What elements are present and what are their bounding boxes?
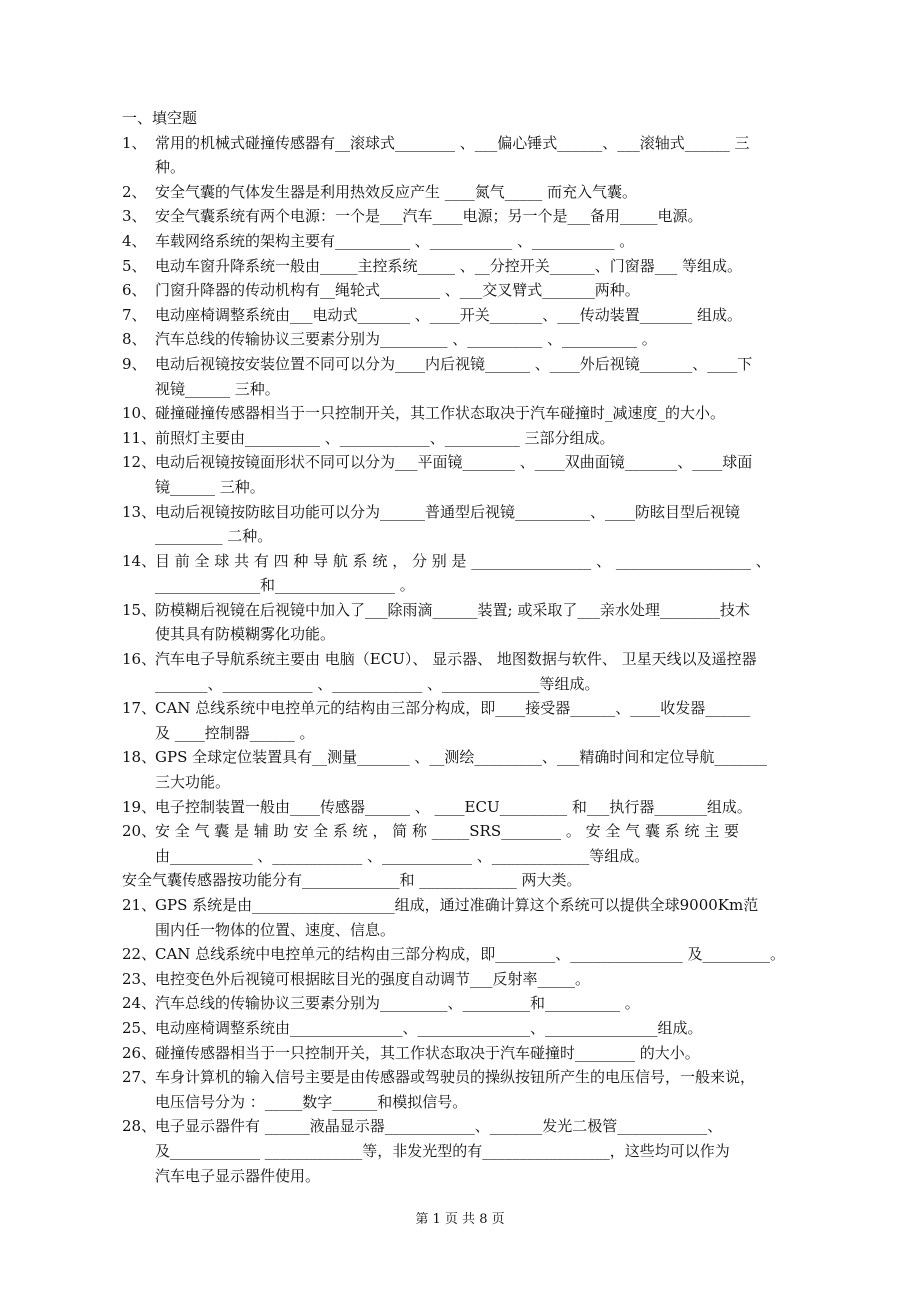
question-line: 电动座椅调整系统由___电动式_______ 、____开关_______、___传动装置_______ 组成。 — [155, 305, 743, 324]
question-line: _________ 二种。 — [155, 527, 273, 546]
question-number: 3、 — [122, 207, 147, 226]
question-line: 电动后视镜按防眩目功能可以分为______普通型后视镜__________、____防眩目型后视镜 — [155, 502, 741, 521]
question-item — [122, 1114, 812, 1188]
question-line: 镜______ 三种。 — [155, 477, 265, 496]
question-line: 电动后视镜按镜面形状不同可以分为___平面镜_______ 、____双曲面镜_______、____球面 — [155, 453, 753, 472]
question-item — [122, 500, 812, 549]
question-text — [155, 598, 812, 647]
question-number: 12、 — [122, 453, 157, 472]
question-item — [122, 696, 812, 745]
question-item — [122, 745, 812, 794]
question-line: 车载网络系统的架构主要有__________ 、___________ 、___________ 。 — [155, 231, 635, 250]
question-line: 电动车窗升降系统一般由_____主控系统_____ 、__分控开关______、门窗器___ 等组成。 — [155, 256, 743, 275]
question-line: GPS 系统是由___________________组成，通过准确计算这个系统可以提供全球9000Km范 — [155, 896, 759, 914]
question-line: 使其具有防模糊雾化功能。 — [155, 625, 336, 644]
question-text — [155, 1041, 812, 1066]
standalone-question: 安全气囊传感器按功能分有_____________和 _____________ 两大类。 — [122, 871, 582, 890]
question-line: 汽车总线的传输协议三要素分别为_________ 、__________ 、__________ 。 — [155, 330, 657, 349]
question-item — [122, 991, 812, 1016]
question-number: 2、 — [122, 182, 147, 201]
question-number: 8、 — [122, 330, 147, 349]
question-line: 目 前 全 球 共 有 四 种 导 航 系 统 ， 分 别 是 ________________ 、 __________________ 、 — [155, 551, 771, 570]
question-line: CAN 总线系统中电控单元的结构由三部分构成，即________、_______________ 及_________。 — [155, 945, 785, 964]
question-line: 电压信号分为 ：_____数字______和模拟信号。 — [155, 1092, 468, 1111]
question-text — [155, 401, 812, 426]
question-number: 23、 — [122, 969, 157, 988]
question-text — [155, 647, 812, 696]
question-number: 15、 — [122, 600, 157, 619]
question-number: 25、 — [122, 1018, 157, 1037]
question-list — [122, 131, 812, 869]
question-line: _______、____________ 、____________ 、_____________等组成。 — [155, 674, 600, 693]
question-text — [155, 991, 812, 1016]
question-number: 20、 — [122, 822, 157, 841]
question-number: 9、 — [122, 354, 147, 373]
question-number: 28、 — [122, 1117, 157, 1136]
question-item — [122, 893, 812, 942]
question-list-continued — [122, 893, 812, 1188]
question-item — [122, 401, 812, 426]
question-item — [122, 327, 812, 352]
question-item — [122, 278, 812, 303]
question-item — [122, 1041, 812, 1066]
question-number: 6、 — [122, 281, 147, 300]
question-line: 前照灯主要由__________ 、____________、__________ 三部分组成。 — [155, 428, 615, 447]
question-text — [155, 1065, 812, 1114]
question-text — [155, 254, 812, 279]
question-line: 视镜______ 三种。 — [155, 379, 280, 398]
question-line: 安全气囊的气体发生器是利用热效反应产生 ____氮气_____ 而充入气囊。 — [155, 182, 638, 201]
question-line: 电动座椅调整系统由_______________、_______________、_______________组成。 — [155, 1018, 703, 1037]
question-number: 4、 — [122, 231, 147, 250]
question-line: CAN 总线系统中电控单元的结构由三部分构成，即____接受器______、____收发器______ — [155, 699, 751, 718]
question-number: 11、 — [122, 428, 157, 447]
question-text — [155, 549, 812, 598]
question-text — [155, 352, 812, 401]
question-text — [155, 426, 812, 451]
question-text — [155, 450, 812, 499]
question-text — [155, 696, 812, 745]
question-number: 22、 — [122, 945, 157, 964]
question-line: ______________和________________ 。 — [155, 576, 415, 595]
question-line: GPS 全球定位装置具有__测量_______ 、__测绘_________、___精确时间和定位导航_______ — [155, 748, 767, 767]
question-text — [155, 180, 812, 205]
question-line: 防模糊后视镜在后视镜中加入了___除雨滴______装置; 或采取了___亲水处理________技术 — [155, 600, 750, 619]
question-text — [155, 204, 812, 229]
question-item — [122, 598, 812, 647]
question-line: 电子控制装置一般由____传感器______ 、 ____ECU_________ 和___执行器_______组成。 — [155, 797, 752, 816]
question-item — [122, 450, 812, 499]
question-line: 电子显示器件有 ______液晶显示器____________、_______发光二极管____________、 — [155, 1117, 723, 1136]
question-text — [155, 500, 812, 549]
question-number: 7、 — [122, 305, 147, 324]
question-line: 安 全 气 囊 是 辅 助 安 全 系 统 ， 简 称 _____SRS________ 。 安 全 气 囊 系 统 主 要 — [155, 822, 740, 841]
question-number: 19、 — [122, 797, 157, 816]
question-text — [155, 229, 812, 254]
question-line: 及 ____控制器______ 。 — [155, 723, 315, 742]
question-item — [122, 549, 812, 598]
question-text — [155, 893, 812, 942]
question-number: 13、 — [122, 502, 157, 521]
question-text — [155, 303, 812, 328]
question-text — [155, 278, 812, 303]
question-line: 围内任一物体的位置、速度、信息。 — [155, 920, 396, 939]
question-number: 5、 — [122, 256, 147, 275]
question-text — [155, 967, 812, 992]
question-number: 27、 — [122, 1068, 157, 1087]
question-line: 碰撞碰撞传感器相当于一只控制开关，其工作状态取决于汽车碰撞时_减速度_的大小。 — [155, 404, 726, 423]
question-number: 1、 — [122, 133, 147, 152]
question-text — [155, 131, 812, 180]
question-line: 汽车总线的传输协议三要素分别为_________、_________和__________ 。 — [155, 994, 640, 1013]
question-item — [122, 352, 812, 401]
question-number: 18、 — [122, 748, 157, 767]
question-item — [122, 131, 812, 180]
question-number: 14、 — [122, 551, 157, 570]
question-text — [155, 1016, 812, 1041]
question-item — [122, 426, 812, 451]
question-text — [155, 327, 812, 352]
question-item — [122, 254, 812, 279]
question-line: 汽车电子显示器件使用。 — [155, 1166, 321, 1185]
question-number: 21、 — [122, 896, 157, 914]
question-line: 由___________ 、____________ 、____________ 、_____________等组成。 — [155, 846, 650, 865]
question-line: 电控变色外后视镜可根据眩目光的强度自动调节___反射率_____。 — [155, 969, 591, 988]
question-text — [155, 942, 812, 967]
question-line: 汽车电子导航系统主要由 电脑（ECU）、 显示器、 地图数据与软件、 卫星天线以及遥控器 — [155, 650, 757, 669]
question-number: 10、 — [122, 404, 157, 423]
question-text — [155, 819, 812, 868]
question-item — [122, 942, 812, 967]
question-line: 三大功能。 — [155, 773, 231, 792]
question-item — [122, 967, 812, 992]
question-item — [122, 795, 812, 820]
question-line: 门窗升降器的传动机构有__绳轮式________ 、___交叉臂式_______两种。 — [155, 281, 640, 300]
question-line: 安全气囊系统有两个电源：一个是___汽车____电源；另一个是___备用_____电源。 — [155, 207, 703, 226]
question-line: 常用的机械式碰撞传感器有__滚球式________ 、___偏心锤式______、___滚轴式______ 三 — [155, 133, 750, 152]
question-item — [122, 303, 812, 328]
question-number: 17、 — [122, 699, 157, 718]
question-item — [122, 229, 812, 254]
question-line: 车身计算机的输入信号主要是由传感器或驾驶员的操纵按钮所产生的电压信号，一般来说， — [155, 1068, 756, 1087]
question-line: 及____________ _____________等，非发光型的有_________________，这些均可以作为 — [155, 1141, 730, 1160]
question-line: 电动后视镜按安装位置不同可以分为____内后视镜______ 、____外后视镜_______、____下 — [155, 354, 753, 373]
question-line: 碰撞传感器相当于一只控制开关，其工作状态取决于汽车碰撞时________ 的大小。 — [155, 1043, 700, 1062]
question-text — [155, 745, 812, 794]
question-number: 16、 — [122, 650, 157, 669]
question-item — [122, 1016, 812, 1041]
question-item — [122, 204, 812, 229]
document-content — [122, 106, 812, 1188]
question-line: 种。 — [155, 158, 186, 177]
section-title: 一、填空题 — [122, 109, 198, 127]
question-item — [122, 819, 812, 868]
question-text — [155, 795, 812, 820]
question-item — [122, 647, 812, 696]
question-item — [122, 1065, 812, 1114]
question-number: 26、 — [122, 1043, 157, 1062]
question-item — [122, 180, 812, 205]
page-footer: 第 1 页 共 8 页 — [415, 1212, 505, 1227]
question-number: 24、 — [122, 994, 157, 1013]
question-text — [155, 1114, 812, 1188]
